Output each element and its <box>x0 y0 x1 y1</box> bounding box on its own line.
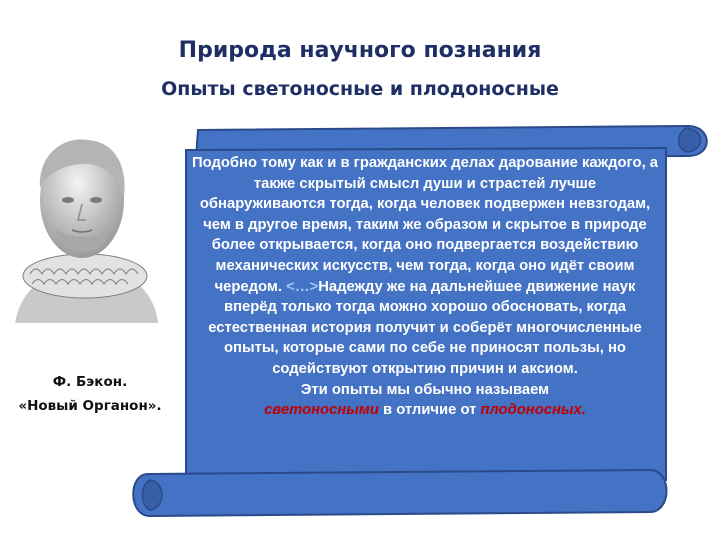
quote-ellipsis: <…> <box>286 278 319 295</box>
bust-caption-author: Ф. Бэкон. <box>52 374 128 390</box>
quote-part3: Эти опыты мы обычно называем <box>300 381 550 398</box>
term-svetonosnye: светоносными <box>264 402 379 419</box>
bust-caption-work: «Новый Органон». <box>18 398 162 414</box>
page-subtitle: Опыты светоносные и плодоносные <box>161 78 559 100</box>
quote-between: в отличие от <box>383 402 477 419</box>
term-plodonosnye: плодоносных. <box>480 402 586 419</box>
quote-part1: Подобно тому как и в гражданских делах дарование каждого, а также скрытый смысл души и страстей лучше обнаруживаются тогда, когда человек подвержен невзгодам, чем в другое время, таким же образом и скрытое в природе более открывается, когда оно подвергается воздействию механических искусств, чем тогда, когда оно идёт своим чередом. <box>191 155 659 295</box>
page-title: Природа научного познания <box>178 38 542 63</box>
scroll-quote <box>190 153 660 421</box>
quote-part2: Надежду же на дальнейшее движение наук вперёд только тогда можно хорошо обосновать, когда естественная история получит и соберёт многочисленные опыты, которые сами по себе не приносят пользы, но содействуют открытию причин и аксиом. <box>208 278 642 377</box>
